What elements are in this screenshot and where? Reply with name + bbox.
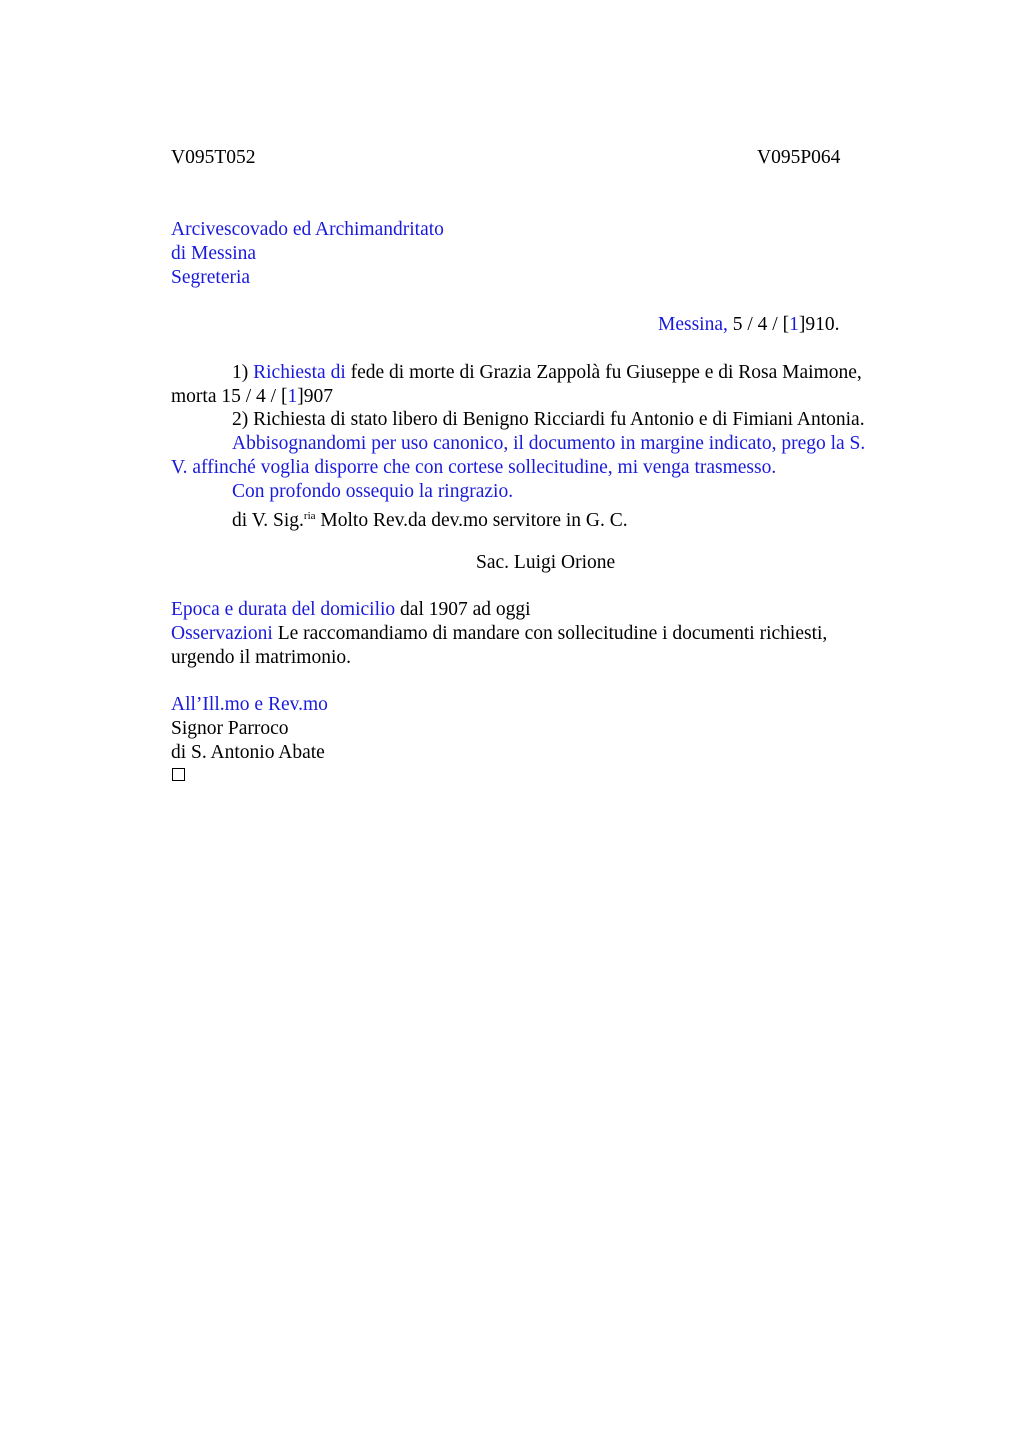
letterhead-line-1: Arcivescovado ed Archimandritato <box>171 219 444 240</box>
field-osservazioni-value: Le raccomandiamo di mandare con sollecitudine i documenti richiesti, <box>272 623 828 644</box>
address-line-1: All’Ill.mo e Rev.mo <box>171 694 328 715</box>
dateline <box>658 313 839 337</box>
paragraph-line-2: V. affinché voglia disporre che con cortese sollecitudine, mi venga trasmesso. <box>171 457 777 478</box>
request-1-date-c: ]907 <box>297 386 333 407</box>
document-page <box>171 0 904 1450</box>
field-epoca-label: Epoca e durata del domicilio <box>171 599 396 620</box>
signature: Sac. Luigi Orione <box>476 552 616 573</box>
closing-superscript: ria <box>303 510 316 522</box>
closing-b: Molto Rev.da dev.mo servitore in G. C. <box>315 510 628 531</box>
paragraph-line-1: Abbisognandomi per uso canonico, il documento in margine indicato, prego la S. <box>232 433 866 454</box>
field-epoca <box>171 598 531 622</box>
doc-code-left: V095T052 <box>171 147 256 168</box>
closing-servant-line <box>232 504 628 533</box>
request-1-date-b: 1 <box>287 386 298 407</box>
request-1-text: fede di morte di Grazia Zappolà fu Giuseppe e di Rosa Maimone, <box>345 362 862 383</box>
doc-code-right: V095P064 <box>757 147 841 168</box>
empty-box-symbol <box>172 768 185 781</box>
closing-a: di V. Sig. <box>232 510 304 531</box>
request-2: 2) Richiesta di stato libero di Benigno Ricciardi fu Antonio e di Fimiani Antonia. <box>232 409 865 430</box>
field-epoca-value: dal 1907 ad oggi <box>395 599 531 620</box>
request-1-date-a: morta 15 / 4 / [ <box>171 386 288 407</box>
address-line-2: Signor Parroco <box>171 718 289 739</box>
request-1-continuation <box>171 385 333 409</box>
request-1-label: Richiesta di <box>253 362 346 383</box>
field-osservazioni-continuation: urgendo il matrimonio. <box>171 647 351 668</box>
field-osservazioni <box>171 622 827 646</box>
dateline-date-b: 1 <box>789 314 799 335</box>
request-1 <box>232 361 862 385</box>
letterhead-line-2: di Messina <box>171 243 257 264</box>
dateline-date-a: 5 / 4 / [ <box>727 314 790 335</box>
dateline-date-c: ]910. <box>798 314 840 335</box>
letterhead-line-3: Segreteria <box>171 267 251 288</box>
dateline-place: Messina, <box>658 314 728 335</box>
field-osservazioni-label: Osservazioni <box>171 623 273 644</box>
address-line-3: di S. Antonio Abate <box>171 742 325 763</box>
request-1-number: 1) <box>232 362 254 383</box>
closing-greeting: Con profondo ossequio la ringrazio. <box>232 481 514 502</box>
